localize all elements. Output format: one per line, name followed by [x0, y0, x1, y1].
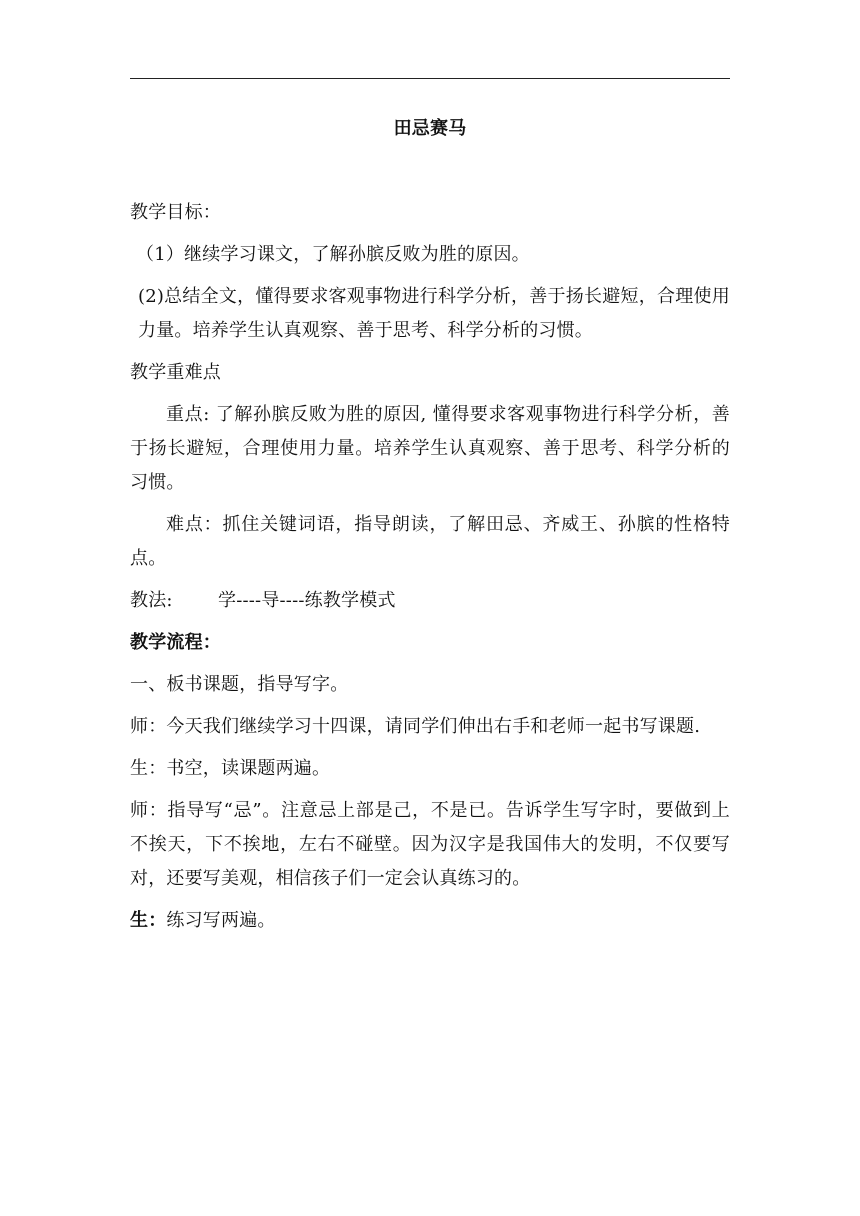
difficult-point-paragraph: 难点：抓住关键词语，指导朗读，了解田忌、齐威王、孙膑的性格特点。: [130, 514, 730, 569]
method-label: 教法:: [130, 590, 173, 611]
process-heading: 教学流程：: [130, 632, 221, 653]
header-rule: [130, 78, 730, 79]
key-points-heading: 教学重难点: [130, 362, 221, 383]
student-line-2: [130, 904, 730, 938]
goal-2: (2)总结全文，懂得要求客观事物进行科学分析，善于扬长避短，合理使用力量。培养学生认真观察、善于思考、科学分析的习惯。: [138, 286, 730, 341]
teacher-line-1: 师：今天我们继续学习十四课，请同学们伸出右手和老师一起书写课题.: [130, 716, 701, 737]
student-text: 练习写两遍。: [166, 910, 276, 931]
document-title: 田忌赛马: [393, 118, 467, 139]
student-label: 生：: [130, 910, 167, 931]
teaching-method-line: [130, 584, 730, 618]
goals-heading: 教学目标：: [130, 202, 221, 223]
student-line-1: 生：书空，读课题两遍。: [130, 758, 331, 779]
goal-1: （1）继续学习课文，了解孙膑反败为胜的原因。: [136, 244, 530, 265]
teacher-line-2: 师：指导写“忌”。注意忌上部是己，不是已。告诉学生写字时，要做到上不挨天，下不挨地，左右不碰壁。因为汉字是我国伟大的发明，不仅要写对，还要写美观，相信孩子们一定会认真练习的。: [130, 800, 730, 889]
key-point-paragraph: 重点: 了解孙膑反败为胜的原因, 懂得要求客观事物进行科学分析，善于扬长避短，合理使用力量。培养学生认真观察、善于思考、科学分析的习惯。: [130, 404, 730, 493]
method-value: 学----导----练教学模式: [218, 590, 396, 611]
step-1: 一、板书课题，指导写字。: [130, 674, 349, 695]
document-body: [130, 112, 730, 946]
